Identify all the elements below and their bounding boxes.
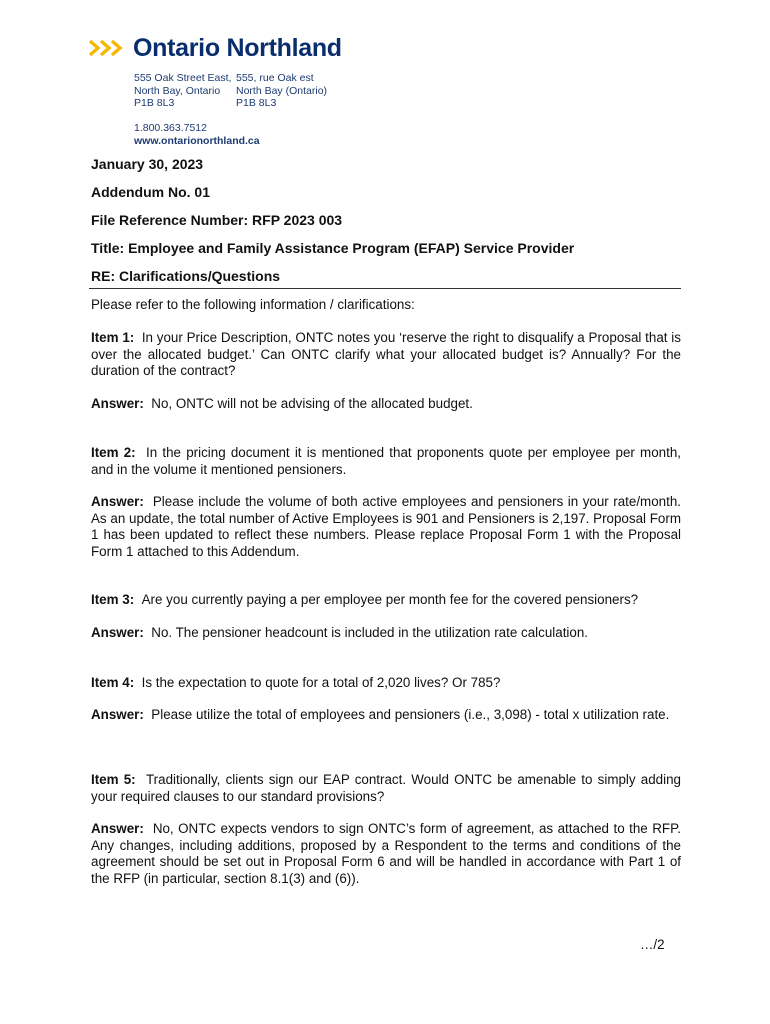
answer-text: Please include the volume of both active employees and pensioners in your rate/month. As an update, the total number of Active Employees is 901 and Pensioners is 2,197. Proposal Form 1 has been updated to reflect these numbers. Please replace Proposal Form 1 with the Proposal Form 1 attached to this Addendum. <box>91 494 681 559</box>
item-4-answer <box>91 707 681 724</box>
question-text: In your Price Description, ONTC notes you ‘reserve the right to disqualify a Proposal that is over the allocated budget.’ Can ONTC clarify what your allocated budget is? Annually? For the duration of the contract? <box>91 330 681 379</box>
address-line: P1B 8L3 <box>134 97 175 109</box>
address-english <box>134 72 231 110</box>
item-3-question <box>91 592 681 609</box>
company-name: Ontario Northland <box>133 34 342 62</box>
address-line: North Bay, Ontario <box>134 84 221 97</box>
address-french <box>236 72 327 110</box>
document-title: Title: Employee and Family Assistance Program (EFAP) Service Provider <box>91 240 575 256</box>
address-line: North Bay (Ontario) <box>236 84 328 97</box>
answer-label: Answer: <box>91 821 144 836</box>
question-label: Item 2: <box>91 445 136 460</box>
question-text: Traditionally, clients sign our EAP contract. Would ONTC be amenable to simply adding your required clauses to our standard provisions? <box>91 772 681 804</box>
header-divider <box>89 288 681 289</box>
item-1-question <box>91 330 681 380</box>
address-line: 555, rue Oak est <box>236 72 314 84</box>
contact-info <box>134 122 260 147</box>
answer-text: No. The pensioner headcount is included in the utilization rate calculation. <box>151 625 589 640</box>
answer-text: No, ONTC expects vendors to sign ONTC’s form of agreement, as attached to the RFP. Any changes, including additions, proposed by a Respondent to the terms and conditions of the agreement should be set out in Proposal Form 6 and will be handled in accordance with Part 1 of the RFP (in particular, section 8.1(3) and (6)). <box>91 821 681 886</box>
question-text: Are you currently paying a per employee per month fee for the covered pensioners? <box>141 592 639 607</box>
chevrons-icon <box>89 37 127 59</box>
address-line: 555 Oak Street East, <box>134 72 232 84</box>
item-2-question <box>91 445 681 478</box>
item-5-question <box>91 772 681 805</box>
phone-number: 1.800.363.7512 <box>134 122 207 134</box>
question-label: Item 4: <box>91 675 135 690</box>
letter-date: January 30, 2023 <box>91 156 204 172</box>
answer-label: Answer: <box>91 707 144 722</box>
address-line: P1B 8L3 <box>236 97 277 109</box>
file-reference: File Reference Number: RFP 2023 003 <box>91 212 343 228</box>
item-2-answer <box>91 494 681 560</box>
company-logo <box>89 33 342 63</box>
answer-text: Please utilize the total of employees and pensioners (i.e., 3,098) - total x utilization rate. <box>151 707 670 722</box>
addendum-number: Addendum No. 01 <box>91 184 211 200</box>
page-continuation-marker: …/2 <box>640 937 665 952</box>
question-label: Item 3: <box>91 592 135 607</box>
item-5-answer <box>91 821 681 887</box>
question-text: Is the expectation to quote for a total of 2,020 lives? Or 785? <box>141 675 501 690</box>
subject-line: RE: Clarifications/Questions <box>91 268 281 284</box>
website-link[interactable]: www.ontarionorthland.ca <box>134 134 260 147</box>
question-label: Item 5: <box>91 772 136 787</box>
item-1-answer <box>91 396 681 413</box>
intro-text: Please refer to the following information / clarifications: <box>91 297 415 312</box>
answer-label: Answer: <box>91 494 144 509</box>
answer-text: No, ONTC will not be advising of the allocated budget. <box>151 396 473 411</box>
item-3-answer <box>91 625 681 642</box>
question-label: Item 1: <box>91 330 135 345</box>
answer-label: Answer: <box>91 625 144 640</box>
answer-label: Answer: <box>91 396 144 411</box>
item-4-question <box>91 675 681 692</box>
question-text: In the pricing document it is mentioned that proponents quote per employee per month, and in the volume it mentioned pensioners. <box>91 445 681 477</box>
